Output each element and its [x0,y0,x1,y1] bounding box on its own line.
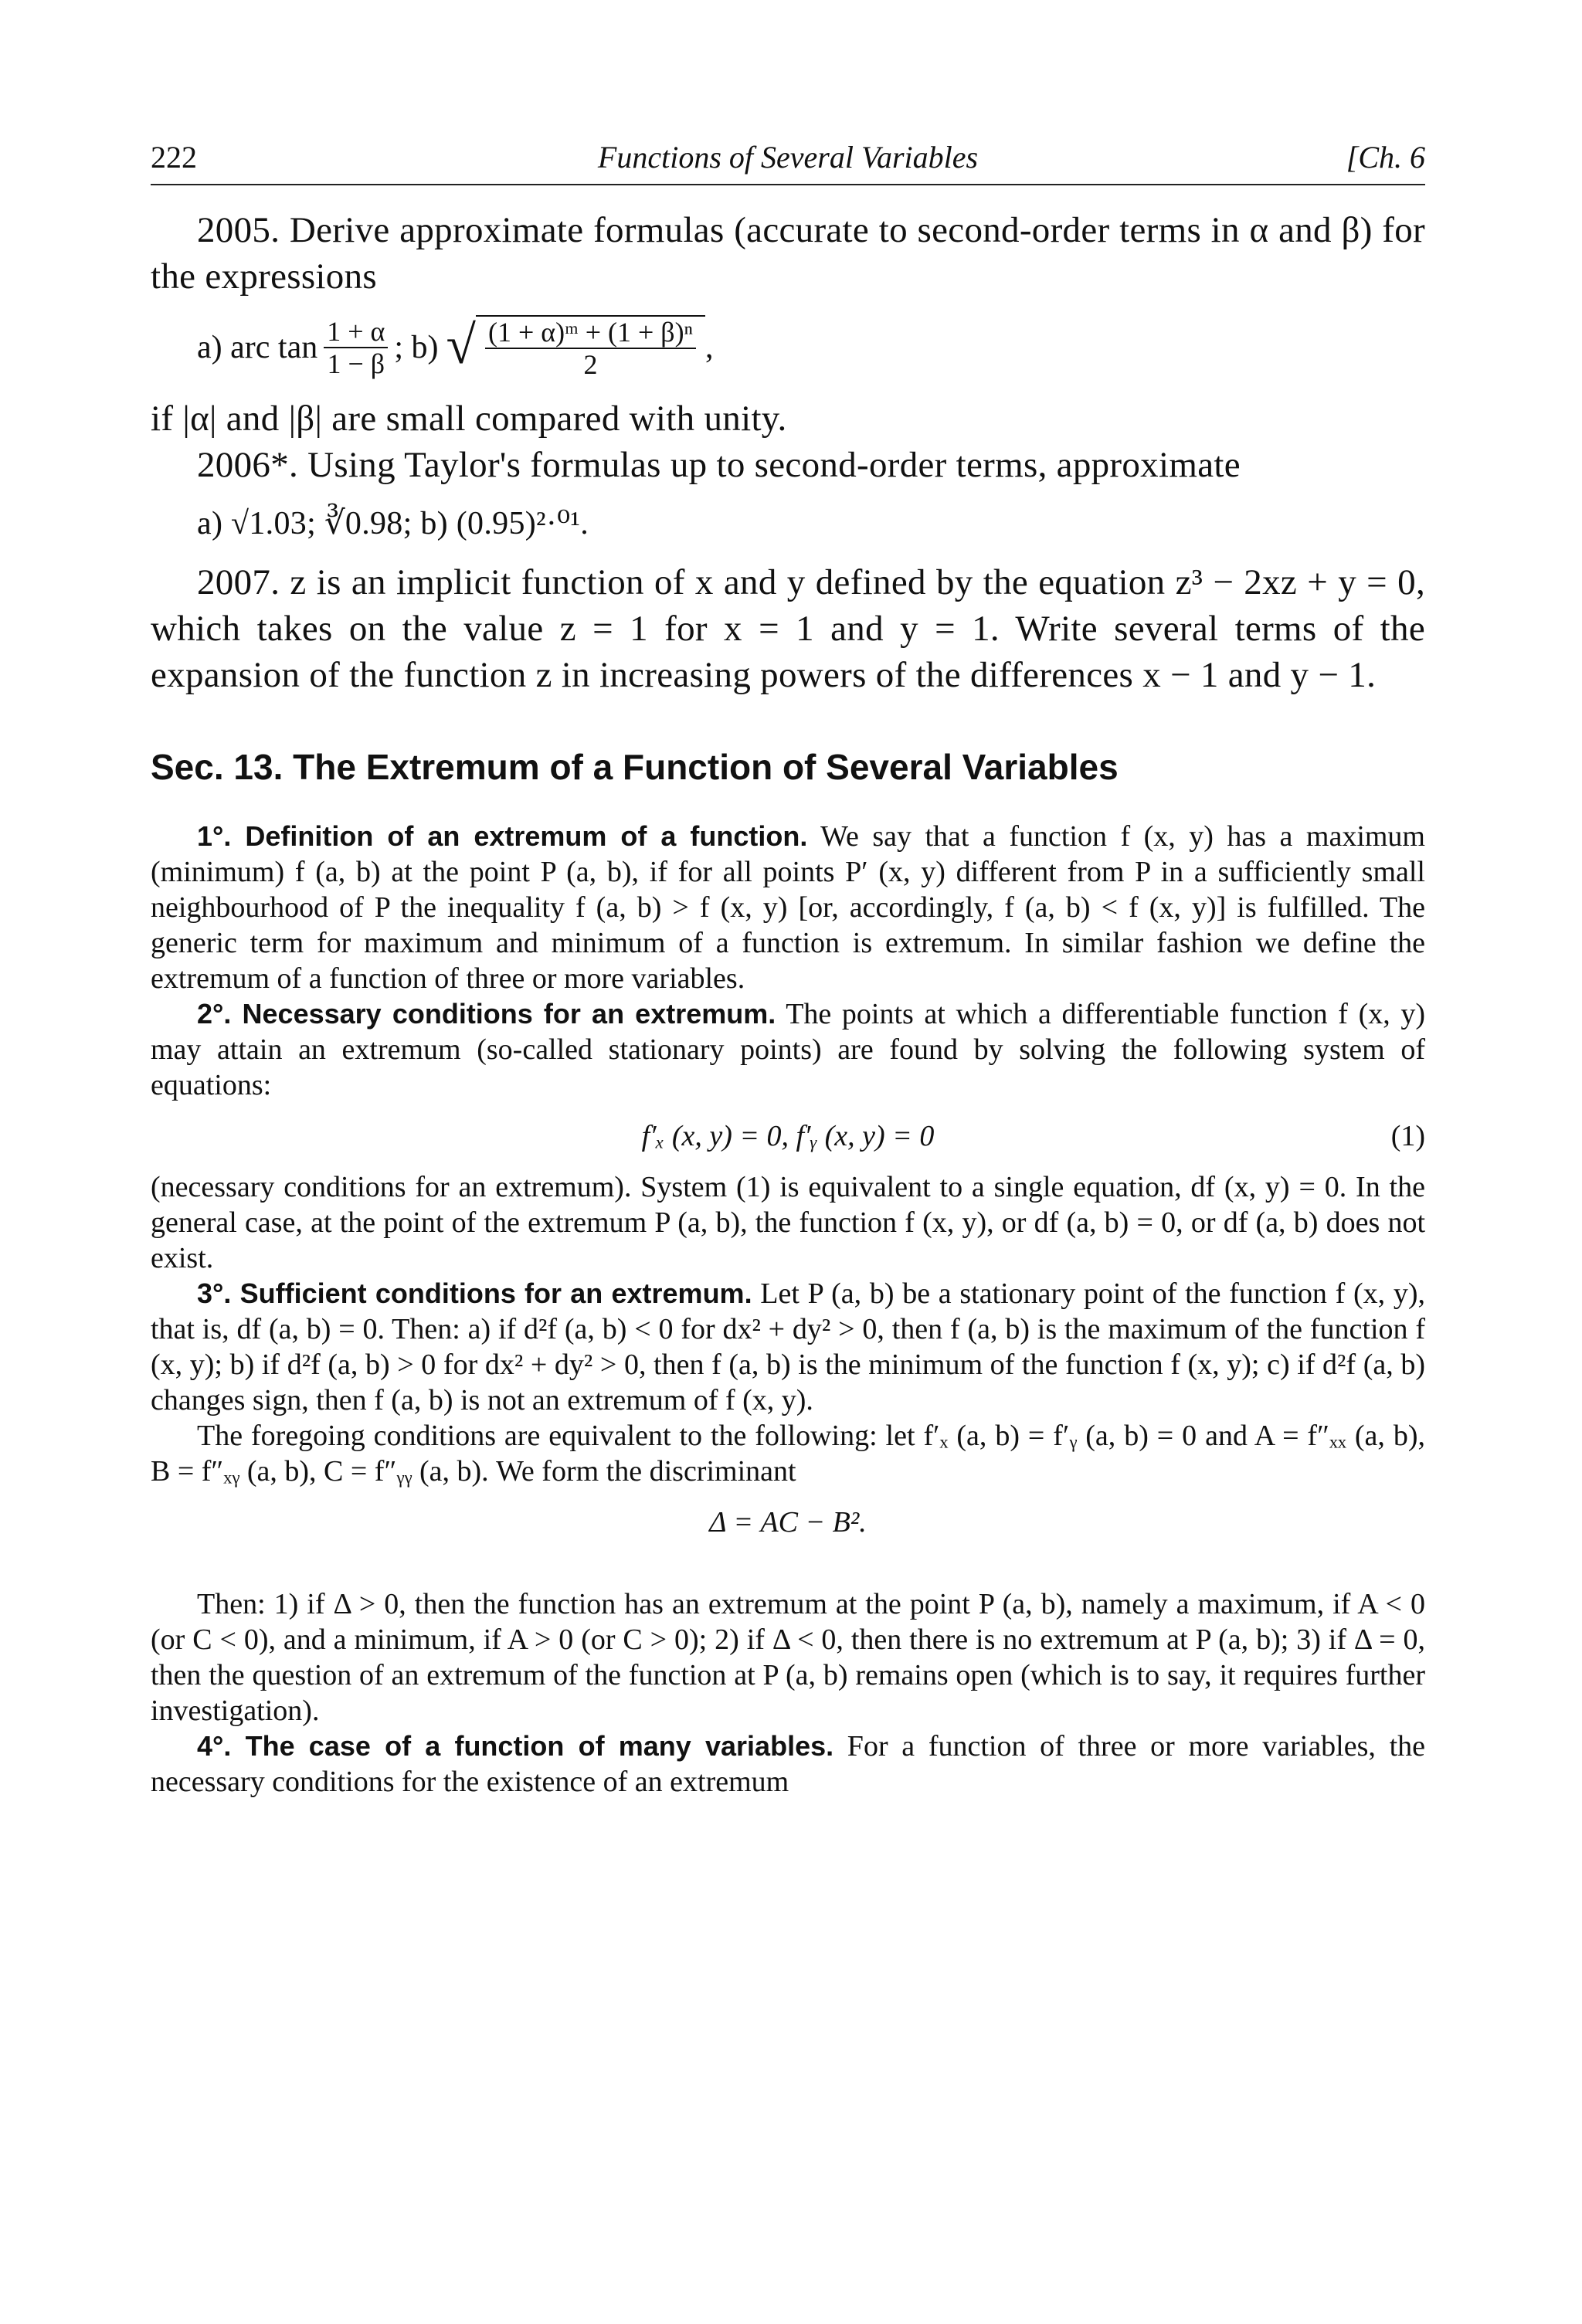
paragraph-many-variables: 4°. The case of a function of many variables. For a function of three or more variables, the necessary conditions for the existence of an extremum [151,1730,1426,1798]
heading-necessary: 2°. Necessary conditions for an extremum. [197,998,776,1030]
heading-definition: 1°. Definition of an extremum of a function. [197,820,808,852]
formula-b-denominator: 2 [583,349,598,380]
problem-2005-condition: if |α| and |β| are small compared with unity. [151,399,787,439]
sqrt-sign-icon: √ [446,316,476,375]
formula-b-label: ; b) [394,330,439,365]
page-number: 222 [151,140,197,175]
page-header [151,139,1425,185]
formula-a-fraction [324,316,388,379]
heading-sufficient: 3°. Sufficient conditions for an extremum. [197,1277,752,1309]
formula-b-numerator: (1 + α)ᵐ + (1 + β)ⁿ [485,317,696,349]
paragraph-necessary: 2°. Necessary conditions for an extremum. The points at which a differentiable function f (x, y) may attain an extremum (so-called stationary points) are found by solving the following system of equations: [151,998,1425,1101]
section-title: Sec. 13. The Extremum of a Function of Several Variables [151,747,1119,787]
page [151,139,1425,1800]
problem-2005-formulas: a) arc tan $\frac{1 + \alpha}{1 - \beta}$ ; b) √ $\frac{\text{(1 + α)ᵐ + (1 + β)ⁿ}}{2}$ , [197,316,714,380]
chapter-label: [Ch. 6 [1346,140,1425,175]
equation-1-number: (1) [1390,1120,1425,1152]
equation-discriminant: Δ = AC − B². [709,1506,867,1539]
formula-a-denominator: 1 − β [327,348,385,379]
header-rule [151,184,1425,185]
paragraph-definition: 1°. Definition of an extremum of a function. We say that a function f (x, y) has a maximum (minimum) f (a, b) at the point P (a, b), if for all points P′ (x, y) different from P in a sufficiently small neighbourhood of P the inequality f (a, b) > f (x, y) [or, accordingly, f (a, b) < f (x, y)] is fulfilled. The generic term for maximum and minimum of a function is extremum. In similar fashion we define the extremum of a function of three or more variables. [151,820,1425,995]
paragraph-discriminant-cases: Then: 1) if Δ > 0, then the function has an extremum at the point P (a, b), namely a maximum, if A < 0 (or C < 0), and a minimum, if A > 0 (or C > 0); 2) if Δ < 0, then there is no extremum at P (a, b); 3) if Δ = 0, then the question of an extremum of the function at P (a, b) remains open (which is to say, it requires further investigation). [151,1588,1425,1727]
formula-a-numerator: 1 + α [324,316,388,348]
problem-2005: 2005. Derive approximate formulas (accurate to second-order terms in α and β) for the expressions [151,210,1425,297]
heading-many-variables: 4°. The case of a function of many variables. [197,1730,834,1762]
problem-2006-items: a) √1.03; ∛0.98; b) (0.95)²·⁰¹. [197,506,589,541]
formula-b-fraction [485,317,696,380]
problem-2006: 2006*. Using Taylor's formulas up to second-order terms, approximate [197,445,1241,485]
problem-2007: 2007. z is an implicit function of x and y defined by the equation z³ − 2xz + y = 0, which takes on the value z = 1 for x = 1 and y = 1. Write several terms of the expansion of the function z in increasing powers of the differences x − 1 and y − 1. [151,562,1425,695]
equation-1: f′ₓ (x, y) = 0, f′ᵧ (x, y) = 0 (1) [641,1120,1425,1152]
paragraph-necessary-after: (necessary conditions for an extremum). System (1) is equivalent to a single equation, df (x, y) = 0. In the general case, at the point of the extremum P (a, b), the function f (x, y), or df (a, b) = 0, or df (a, b) does not exist. [151,1171,1425,1274]
formula-b-radical [446,315,705,380]
paragraph-discriminant-intro: The foregoing conditions are equivalent to the following: let f′ₓ (a, b) = f′ᵧ (a, b) = 0 and A = f″ₓₓ (a, b), B = f″ₓᵧ (a, b), C = f″ᵧᵧ (a, b). We form the discriminant [151,1420,1425,1488]
formula-a-label: a) arc tan [197,330,318,365]
running-title: Functions of Several Variables [597,140,979,175]
paragraph-sufficient: 3°. Sufficient conditions for an extremum. Let P (a, b) be a stationary point of the function f (x, y), that is, df (a, b) = 0. Then: a) if d²f (a, b) < 0 for dx² + dy² > 0, then f (a, b) is the maximum of the function f (x, y); b) if d²f (a, b) > 0 for dx² + dy² > 0, then f (a, b) is the minimum of the function f (x, y); c) if d²f (a, b) changes sign, then f (a, b) is not an extremum of f (x, y). [151,1277,1426,1416]
